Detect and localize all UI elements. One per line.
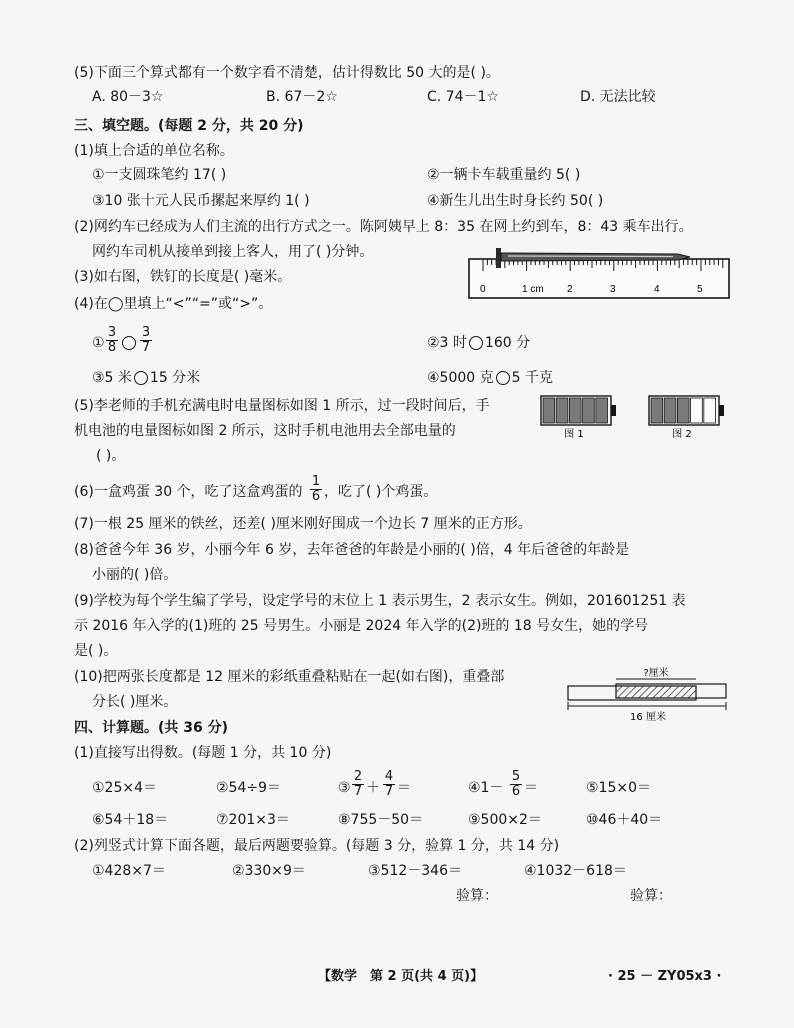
- battery-cell-filled: [664, 398, 676, 423]
- battery-full-figure: [540, 394, 620, 442]
- s3-q4-d-circle[interactable]: [496, 371, 510, 385]
- ruler-body: [469, 259, 729, 298]
- s3-q6-suffix: ，吃了( )个鸡蛋。: [324, 484, 438, 500]
- s3-q10-line1: (10)把两张长度都是 12 厘米的彩纸重叠粘贴在一起(如右图)，重叠部: [74, 669, 505, 685]
- s4-p2-stem: (2)列竖式计算下面各题，最后两题要验算。(每题 3 分，验算 1 分，共 14 分): [74, 838, 560, 854]
- s3-q9-line1: (9)学校为每个学生编了学号，设定学号的末位上 1 表示男生，2 表示女生。例如，201601251 表: [74, 593, 686, 609]
- s4-p2-i4: ④1032－618＝: [524, 863, 627, 879]
- battery-cell-filled: [556, 398, 568, 423]
- q5-option-c: C. 74－1☆: [427, 89, 499, 105]
- s4-p1-i10: ⑩46＋40＝: [586, 812, 663, 828]
- s3-q4-a-right-fraction: $\frac{3}{7}$: [141, 325, 151, 355]
- s3-q6-prefix: (6)一盒鸡蛋 30 个，吃了这盒鸡蛋的: [74, 484, 303, 500]
- s4-p2-check1: 验算：: [456, 888, 498, 904]
- battery-cell-filled: [596, 398, 608, 423]
- s4-p2-check2: 验算：: [630, 888, 672, 904]
- s4-p1-i7: ⑦201×3＝: [216, 812, 290, 828]
- battery-cell-filled: [569, 398, 581, 423]
- ruler-label-1: 1 cm: [522, 284, 544, 295]
- s3-q4-b-left: ②3 时: [427, 335, 467, 351]
- section4-title: 四、计算题。(共 36 分): [74, 720, 229, 736]
- s3-q6: [74, 483, 303, 501]
- s3-q5-line3: ( )。: [96, 448, 126, 464]
- s4-p1-i6: ⑥54＋18＝: [92, 812, 169, 828]
- s3-q4-c: [92, 369, 200, 387]
- ruler-label-2: 2: [567, 284, 573, 295]
- q5-stem: (5)下面三个算式都有一个数字看不清楚，估计得数比 50 大的是( )。: [74, 65, 500, 81]
- s4-p1-i8: ⑧755－50＝: [338, 812, 424, 828]
- battery-cell-empty: [691, 398, 703, 423]
- paper-overlap-figure: [566, 664, 732, 724]
- total-length-label: 16 厘米: [630, 712, 666, 723]
- s3-q4-c-right: 15 分米: [149, 370, 201, 386]
- s4-p1-i4-eq: ＝: [524, 780, 538, 796]
- battery-cell-empty: [704, 398, 716, 423]
- s3-q1-d: ④新生儿出生时身长约 50( ): [427, 193, 604, 209]
- battery-partial-figure: [648, 394, 728, 442]
- s4-p2-i1: ①428×7＝: [92, 863, 166, 879]
- s4-p2-i3: ③512－346＝: [368, 863, 462, 879]
- q5-option-d: D. 无法比较: [580, 89, 656, 105]
- s4-p1-i5: ⑤15×0＝: [586, 780, 652, 796]
- s3-q2-line1: (2)网约车已经成为人们主流的出行方式之一。陈阿姨早上 8：35 在网上约到车，8：43 乘车出行。: [74, 219, 693, 235]
- fig2-label: 图 2: [672, 429, 692, 440]
- s3-q9-line3: 是( )。: [74, 643, 118, 659]
- s3-q4-b: [427, 334, 530, 352]
- s3-q1-stem: (1)填上合适的单位名称。: [74, 143, 234, 159]
- footer-page-info: 【数学 第 2 页(共 4 页)】: [318, 969, 484, 984]
- s3-q4-a-prefix: ①: [92, 335, 105, 351]
- s4-p1-i3-f1: $\frac{2}{7}$: [353, 769, 363, 799]
- battery-cell-filled: [543, 398, 555, 423]
- ruler-label-3: 3: [610, 284, 616, 295]
- overlap-region: [616, 686, 696, 698]
- s3-q5-line1: (5)李老师的手机充满电时电量图标如图 1 所示，过一段时间后，手: [74, 398, 490, 414]
- s3-q6-fraction: $\frac{1}{6}$: [311, 474, 321, 504]
- battery-cell-filled: [677, 398, 689, 423]
- s3-q1-a: ①一支圆珠笔约 17( ): [92, 167, 227, 183]
- s3-q1-c: ③10 张十元人民币摞起来厚约 1( ): [92, 193, 310, 209]
- s4-p1-i4-fraction: $\frac{5}{6}$: [511, 769, 521, 799]
- s3-q4-b-circle[interactable]: [469, 336, 483, 350]
- q5-option-b: B. 67－2☆: [266, 89, 338, 105]
- footer-code: · 25 － ZY05x3 ·: [608, 969, 722, 984]
- s3-q8-line2: 小丽的( )倍。: [92, 567, 178, 583]
- overlap-label: ?厘米: [643, 668, 669, 679]
- s3-q4-a-left-fraction: $\frac{3}{8}$: [107, 325, 117, 355]
- fig1-label: 图 1: [564, 429, 584, 440]
- ruler-label-0: 0: [480, 284, 486, 295]
- s3-q10-line2: 分长( )厘米。: [92, 694, 178, 710]
- battery-cell-filled: [583, 398, 595, 423]
- s3-q2-line2: 网约车司机从接单到接上客人，用了( )分钟。: [92, 244, 374, 260]
- ruler-label-4: 4: [654, 284, 660, 295]
- s3-q7: (7)一根 25 厘米的铁丝，还差( )厘米刚好围成一个边长 7 厘米的正方形。: [74, 516, 532, 532]
- s3-q1-b: ②一辆卡车载重量约 5( ): [427, 167, 581, 183]
- s4-p1-i2: ②54÷9＝: [216, 780, 282, 796]
- s4-p1-stem: (1)直接写出得数。(每题 1 分，共 10 分): [74, 745, 332, 761]
- s4-p1-i3-eq: ＝: [397, 780, 411, 796]
- s3-q4-d-right: 5 千克: [511, 370, 553, 386]
- s4-p2-i2: ②330×9＝: [232, 863, 306, 879]
- s3-q3: (3)如右图，铁钉的长度是( )毫米。: [74, 269, 292, 285]
- s3-q9-line2: 示 2016 年入学的(1)班的 25 号男生。小丽是 2024 年入学的(2)班的 18 号女生，她的学号: [74, 618, 649, 634]
- s3-q8-line1: (8)爸爸今年 36 岁，小丽今年 6 岁，去年爸爸的年龄是小丽的( )倍，4 年后爸爸的年龄是: [74, 542, 630, 558]
- s3-q4-b-right: 160 分: [484, 335, 531, 351]
- s3-q5-line2: 机电池的电量图标如图 2 所示，这时手机电池用去全部电量的: [74, 423, 456, 439]
- s3-q4-c-left: ③5 米: [92, 370, 132, 386]
- s3-q4-a-circle[interactable]: [120, 334, 138, 352]
- s4-p1-i3-op: ＋: [366, 780, 380, 796]
- ruler-figure: [468, 244, 732, 300]
- s4-p1-i3-f2: $\frac{4}{7}$: [384, 769, 394, 799]
- s4-p1-i9: ⑨500×2＝: [468, 812, 542, 828]
- ruler-label-5: 5: [697, 284, 703, 295]
- section3-title: 三、填空题。(每题 2 分，共 20 分): [74, 118, 304, 134]
- s3-q4-stem: (4)在◯里填上“<”“=”或“>”。: [74, 296, 273, 312]
- s4-p1-i3-prefix: ③: [338, 780, 351, 796]
- battery-cell-filled: [651, 398, 663, 423]
- s3-q4-c-circle[interactable]: [134, 371, 148, 385]
- q5-option-a: A. 80－3☆: [92, 89, 164, 105]
- s3-q4-d-left: ④5000 克: [427, 370, 494, 386]
- s3-q4-d: [427, 369, 553, 387]
- s4-p1-i4-prefix: ④1－: [468, 780, 504, 796]
- s4-p1-i1: ①25×4＝: [92, 780, 158, 796]
